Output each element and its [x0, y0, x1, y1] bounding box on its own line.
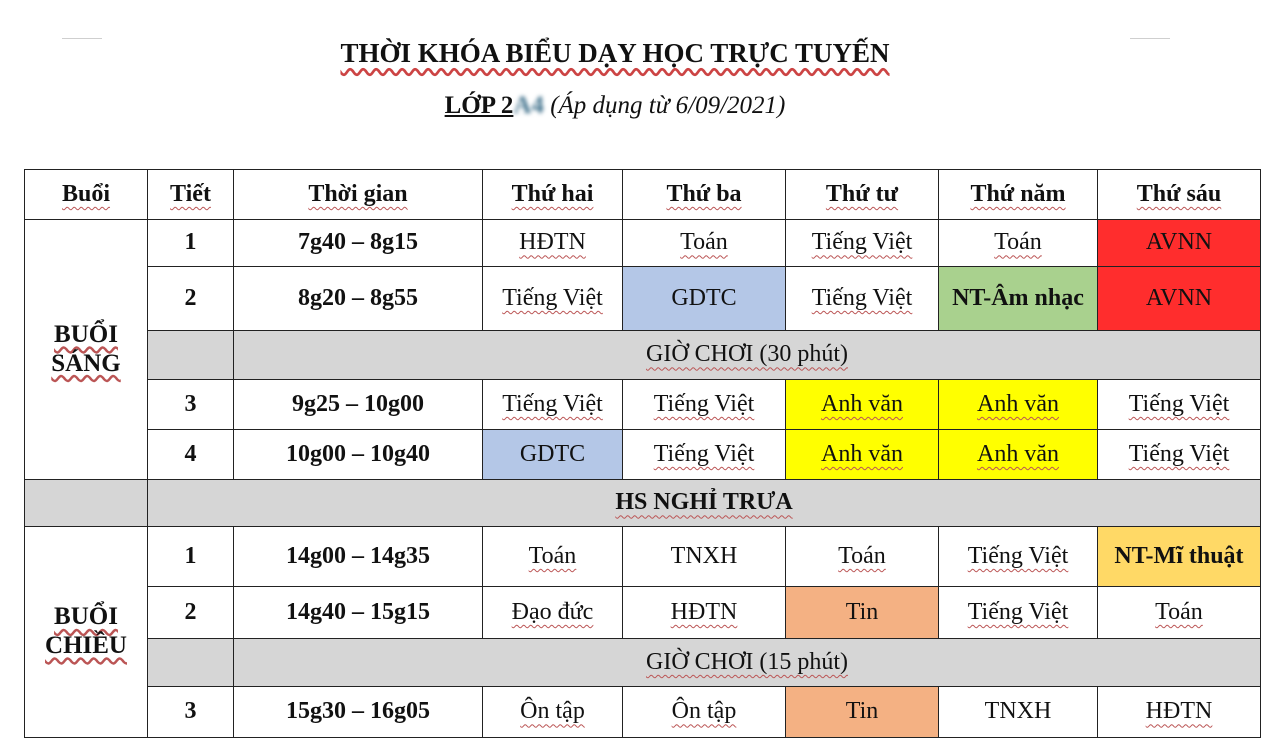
subject-cell: Tin: [786, 587, 939, 639]
subject-cell: NT-Mĩ thuật: [1098, 527, 1261, 587]
break-spacer: [148, 331, 234, 380]
break-spacer: [148, 639, 234, 687]
subject-cell: Tiếng Việt: [1098, 380, 1261, 430]
subject-cell: HĐTN: [483, 220, 623, 267]
subject-cell: Tiếng Việt: [939, 587, 1098, 639]
period-cell: 3: [148, 380, 234, 430]
subject-cell: TNXH: [939, 687, 1098, 738]
time-cell: 7g40 – 8g15: [234, 220, 483, 267]
session-afternoon: [25, 527, 148, 738]
subject-cell: Tiếng Việt: [483, 380, 623, 430]
date-note: (Áp dụng từ 6/09/2021): [550, 92, 786, 119]
subject-cell: Đạo đức: [483, 587, 623, 639]
break-row: [25, 639, 1261, 687]
break-label: GIỜ CHƠI (15 phút): [234, 639, 1261, 687]
subject-cell: Toán: [786, 527, 939, 587]
subject-cell: Anh văn: [786, 380, 939, 430]
subject-cell: Toán: [939, 220, 1098, 267]
subject-cell: Tiếng Việt: [483, 267, 623, 331]
break-label: GIỜ CHƠI (30 phút): [234, 331, 1261, 380]
table-row: [25, 267, 1261, 331]
table-row: [25, 220, 1261, 267]
period-cell: 1: [148, 527, 234, 587]
subject-cell: Tiếng Việt: [1098, 430, 1261, 480]
table-row: [25, 380, 1261, 430]
subject-cell: Ôn tập: [623, 687, 786, 738]
subject-cell: AVNN: [1098, 220, 1261, 267]
break-row: [25, 331, 1261, 380]
subject-cell: Anh văn: [939, 430, 1098, 480]
period-cell: 1: [148, 220, 234, 267]
header-wednesday: Thứ tư: [786, 170, 939, 220]
subject-cell: Tiếng Việt: [786, 267, 939, 331]
subject-cell: Tin: [786, 687, 939, 738]
header-friday: Thứ sáu: [1098, 170, 1261, 220]
subject-cell: HĐTN: [1098, 687, 1261, 738]
subject-cell: TNXH: [623, 527, 786, 587]
class-label: LỚP 2: [444, 92, 514, 119]
subject-cell: Anh văn: [786, 430, 939, 480]
session-label: BUỔI: [54, 320, 118, 348]
subject-cell: Toán: [1098, 587, 1261, 639]
header-monday: Thứ hai: [483, 170, 623, 220]
subject-cell: GDTC: [623, 267, 786, 331]
subject-cell: Ôn tập: [483, 687, 623, 738]
subject-cell: Tiếng Việt: [623, 430, 786, 480]
time-cell: 14g00 – 14g35: [234, 527, 483, 587]
subject-cell: Anh văn: [939, 380, 1098, 430]
time-cell: 15g30 – 16g05: [234, 687, 483, 738]
table-row: [25, 527, 1261, 587]
header-thursday: Thứ năm: [939, 170, 1098, 220]
subject-cell: AVNN: [1098, 267, 1261, 331]
time-cell: 10g00 – 10g40: [234, 430, 483, 480]
session-morning: [25, 220, 148, 480]
period-cell: 2: [148, 267, 234, 331]
header-period: Tiết: [148, 170, 234, 220]
table-row: [25, 587, 1261, 639]
subject-cell: GDTC: [483, 430, 623, 480]
session-label: BUỔI: [54, 603, 118, 631]
header-session: Buổi: [25, 170, 148, 220]
subject-cell: Toán: [623, 220, 786, 267]
subject-cell: HĐTN: [623, 587, 786, 639]
period-cell: 3: [148, 687, 234, 738]
period-cell: 2: [148, 587, 234, 639]
session-label: SÁNG: [51, 349, 121, 377]
lunch-label: HS NGHỈ TRƯA: [148, 480, 1261, 527]
period-cell: 4: [148, 430, 234, 480]
table-row: [25, 687, 1261, 738]
session-label: CHIỀU: [45, 632, 127, 659]
subject-cell: Tiếng Việt: [939, 527, 1098, 587]
time-cell: 8g20 – 8g55: [234, 267, 483, 331]
document-title: THỜI KHÓA BIỂU DẠY HỌC TRỰC TUYẾN: [340, 38, 890, 68]
time-cell: 14g40 – 15g15: [234, 587, 483, 639]
header-time: Thời gian: [234, 170, 483, 220]
header-row: [25, 170, 1261, 220]
lunch-row: [25, 480, 1261, 527]
document-subtitle: [0, 92, 1230, 120]
table-row: [25, 430, 1261, 480]
subject-cell: Toán: [483, 527, 623, 587]
time-cell: 9g25 – 10g00: [234, 380, 483, 430]
header-tuesday: Thứ ba: [623, 170, 786, 220]
lunch-spacer: [25, 480, 148, 527]
subject-cell: Tiếng Việt: [786, 220, 939, 267]
subject-cell: Tiếng Việt: [623, 380, 786, 430]
timetable: [24, 169, 1261, 738]
class-redacted: A4: [513, 92, 544, 119]
subject-cell: NT-Âm nhạc: [939, 267, 1098, 331]
